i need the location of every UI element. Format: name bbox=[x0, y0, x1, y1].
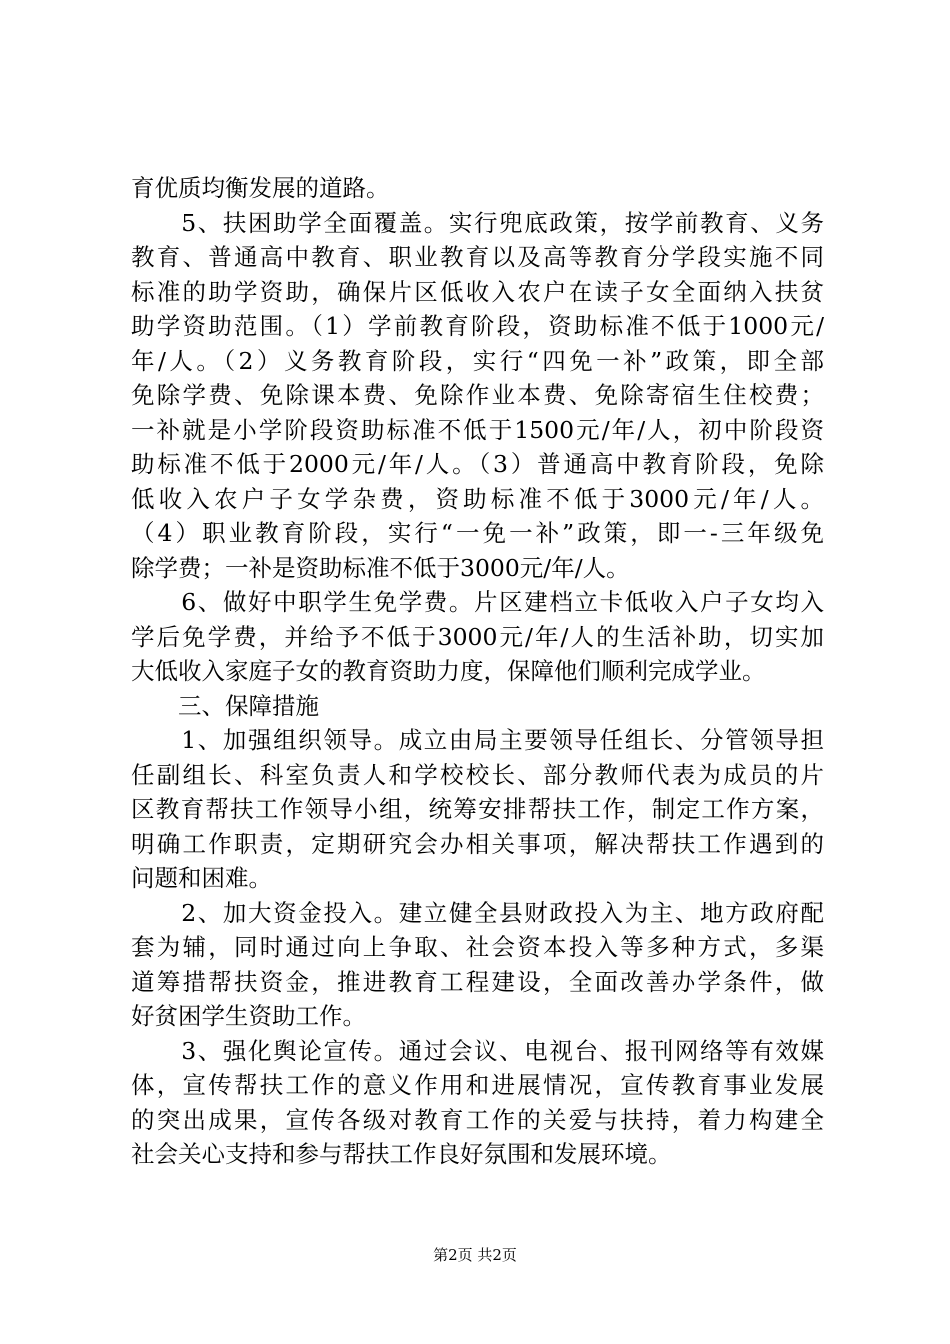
text-line: 好贫困学生资助工作。 bbox=[131, 1002, 366, 1030]
page-number-label: 第2页 共2页 bbox=[433, 1246, 517, 1264]
text-line: 体，宣传帮扶工作的意义作用和进展情况，宣传教育事业发展 bbox=[131, 1071, 824, 1099]
text-line: 除学费；一补是资助标准不低于3000元/年/人。 bbox=[131, 553, 630, 582]
text-line: 教育、普通高中教育、职业教育以及高等教育分学段实施不同 bbox=[131, 243, 824, 271]
text-line: （4）职业教育阶段，实行“一免一补”政策，即一-三年级免 bbox=[131, 519, 824, 547]
text-line: 任副组长、科室负责人和学校校长、部分教师代表为成员的片 bbox=[131, 760, 824, 789]
text-line: 育优质均衡发展的道路。 bbox=[131, 174, 390, 202]
text-line: 助标准不低于2000元/年/人。（3）普通高中教育阶段，免除 bbox=[131, 450, 824, 478]
text-line: 6、做好中职学生免学费。片区建档立卡低收入户子女均入 bbox=[131, 588, 824, 616]
text-line: 的突出成果，宣传各级对教育工作的关爱与扶持，着力构建全 bbox=[131, 1105, 824, 1134]
text-line: 助学资助范围。（1）学前教育阶段，资助标准不低于1000元/ bbox=[131, 312, 824, 340]
text-line: 2、加大资金投入。建立健全县财政投入为主、地方政府配 bbox=[131, 898, 824, 927]
document-body bbox=[131, 171, 824, 1172]
page-footer bbox=[0, 1246, 950, 1264]
text-line: 三、保障措施 bbox=[131, 691, 319, 720]
text-line: 套为辅，同时通过向上争取、社会资本投入等多种方式，多渠 bbox=[131, 933, 824, 961]
text-line: 3、强化舆论宣传。通过会议、电视台、报刊网络等有效媒 bbox=[131, 1036, 824, 1065]
text-line: 社会关心支持和参与帮扶工作良好氛围和发展环境。 bbox=[131, 1140, 672, 1168]
text-line: 5、扶困助学全面覆盖。实行兜底政策，按学前教育、义务 bbox=[131, 208, 824, 237]
text-line: 明确工作职责，定期研究会办相关事项，解决帮扶工作遇到的 bbox=[131, 829, 824, 858]
text-line: 标准的助学资助，确保片区低收入农户在读子女全面纳入扶贫 bbox=[131, 277, 824, 306]
text-line: 免除学费、免除课本费、免除作业本费、免除寄宿生住校费； bbox=[131, 381, 824, 409]
text-line: 学后免学费，并给予不低于3000元/年/人的生活补助，切实加 bbox=[131, 622, 824, 651]
text-line: 区教育帮扶工作领导小组，统筹安排帮扶工作，制定工作方案， bbox=[131, 795, 824, 823]
text-line: 道筹措帮扶资金，推进教育工程建设，全面改善办学条件，做 bbox=[131, 967, 824, 996]
text-line: 一补就是小学阶段资助标准不低于1500元/年/人，初中阶段资 bbox=[131, 415, 824, 444]
text-line: 问题和困难。 bbox=[131, 864, 272, 892]
text-line: 1、加强组织领导。成立由局主要领导任组长、分管领导担 bbox=[131, 726, 824, 754]
text-line: 低收入农户子女学杂费，资助标准不低于3000元/年/人。 bbox=[131, 484, 824, 513]
text-line: 大低收入家庭子女的教育资助力度，保障他们顺利完成学业。 bbox=[131, 657, 766, 685]
text-line: 年/人。（2）义务教育阶段，实行“四免一补”政策，即全部 bbox=[131, 346, 824, 375]
